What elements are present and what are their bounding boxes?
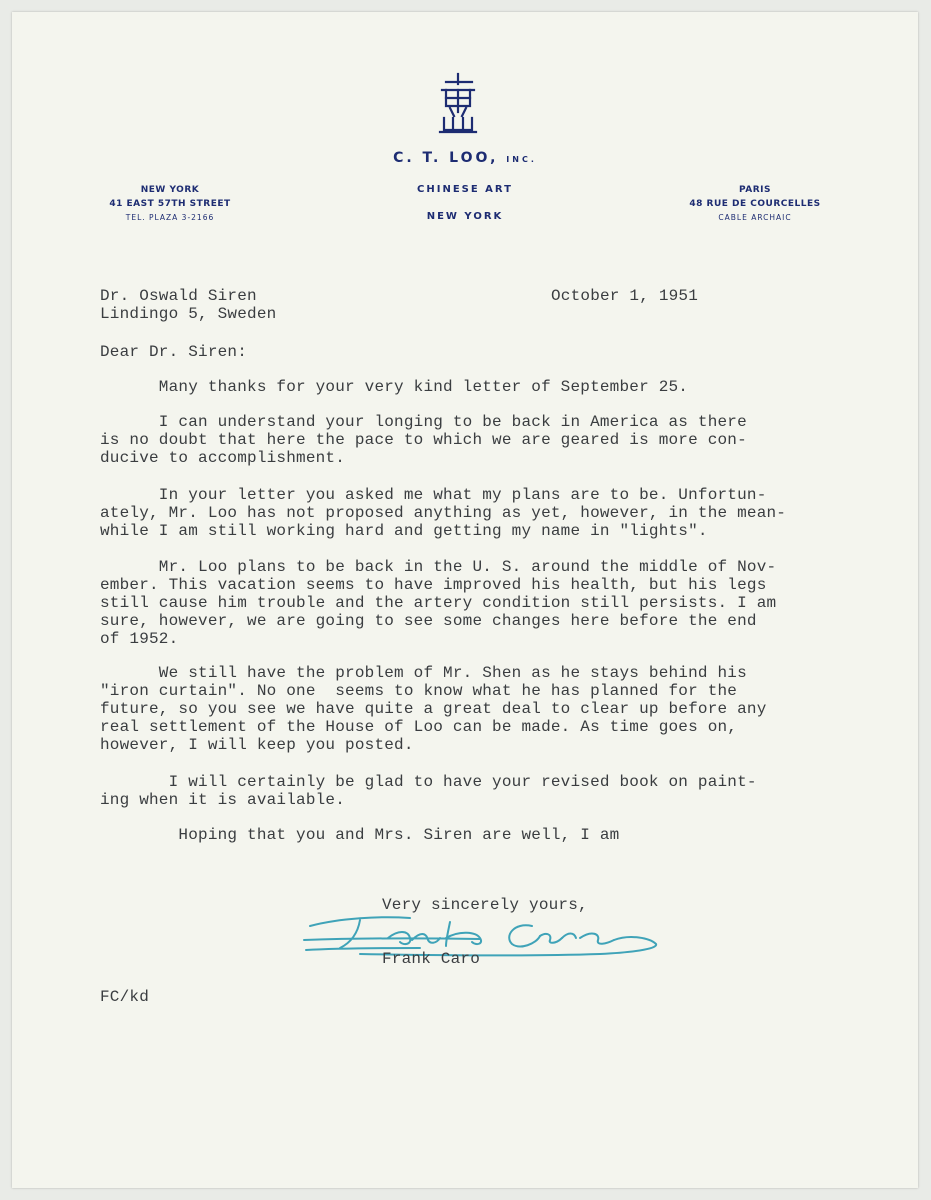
- paragraph-1: Many thanks for your very kind letter of September 25.: [100, 378, 689, 396]
- paragraph-5: We still have the problem of Mr. Shen as he stays behind his "iron curtain". No one seems to know what he has planned for the future, so you see we have quite a great deal to clear up before any real settlement of the House of Loo can be made. As time goes on, however, I will keep you posted.: [100, 664, 767, 754]
- ny-street: 41 EAST 57TH STREET: [109, 199, 231, 209]
- salutation: Dear Dr. Siren:: [100, 343, 248, 361]
- chinese-seal-logo-icon: [438, 72, 478, 136]
- closing: Very sincerely yours,: [382, 896, 588, 914]
- handwritten-signature-icon: [300, 908, 670, 964]
- company-tagline: CHINESE ART: [417, 184, 513, 195]
- paragraph-7: Hoping that you and Mrs. Siren are well, I am: [100, 826, 620, 844]
- recipient-address: Lindingo 5, Sweden: [100, 305, 277, 323]
- letter-date: October 1, 1951: [551, 287, 699, 305]
- ny-city: NEW YORK: [140, 185, 200, 195]
- company-name-text: C. T. LOO,: [393, 150, 499, 166]
- paragraph-6: I will certainly be glad to have your revised book on paint- ing when it is available.: [100, 773, 757, 809]
- paris-address: [660, 183, 850, 225]
- company-name: [330, 150, 600, 166]
- typist-initials: FC/kd: [100, 988, 150, 1006]
- ny-telephone: TEL. PLAZA 3-2166: [125, 213, 215, 222]
- new-york-address: [80, 183, 260, 225]
- paris-cable: CABLE ARCHAIC: [718, 213, 792, 222]
- paragraph-4: Mr. Loo plans to be back in the U. S. around the middle of Nov- ember. This vacation seems to have improved his health, but his legs still cause him trouble and the artery condition still persists. I am sure, however, we are going to see some changes here before the end of 1952.: [100, 558, 777, 648]
- paragraph-2: I can understand your longing to be back in America as there is no doubt that here the pace to which we are geared is more con- ducive to accomplishment.: [100, 413, 747, 467]
- recipient-name: Dr. Oswald Siren: [100, 287, 257, 305]
- signature-name: Frank Caro: [382, 950, 481, 968]
- paragraph-3: In your letter you asked me what my plans are to be. Unfortun- ately, Mr. Loo has not proposed anything as yet, however, in the mean- while I am still working hard and getting my name in "lights".: [100, 486, 787, 540]
- company-city: NEW YORK: [426, 211, 504, 222]
- paris-city: PARIS: [739, 185, 771, 195]
- paris-street: 48 RUE DE COURCELLES: [689, 199, 821, 209]
- company-suffix: INC.: [506, 155, 537, 164]
